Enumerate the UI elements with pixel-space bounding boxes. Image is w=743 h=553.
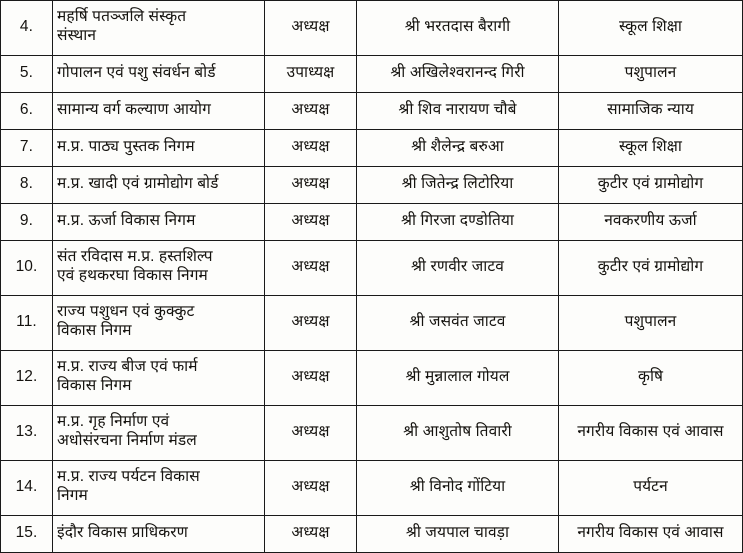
row-name: श्री शिव नारायण चौबे	[357, 93, 559, 130]
row-department: नगरीय विकास एवं आवास	[559, 406, 743, 461]
organisation-line-1: म.प्र. गृह निर्माण एवं	[57, 413, 170, 431]
row-organisation: गोपालन एवं पशु संवर्धन बोर्ड	[53, 56, 265, 93]
row-serial-number: 9.	[1, 204, 53, 241]
row-name: श्री रणवीर जाटव	[357, 241, 559, 296]
table-row	[1, 56, 743, 93]
row-organisation: सामान्य वर्ग कल्याण आयोग	[53, 93, 265, 130]
row-department: नवकरणीय ऊर्जा	[559, 204, 743, 241]
table-row	[1, 1, 743, 56]
organisation-line-1: म.प्र. राज्य पर्यटन विकास	[57, 468, 200, 486]
table-row	[1, 296, 743, 351]
organisation-line-1: राज्य पशुधन एवं कुक्कुट	[57, 303, 195, 321]
row-department: स्कूल शिक्षा	[559, 130, 743, 167]
row-serial-number: 15.	[1, 516, 53, 553]
row-post: अध्यक्ष	[265, 351, 357, 406]
row-organisation	[53, 461, 265, 516]
row-post: अध्यक्ष	[265, 461, 357, 516]
organisation-line-2: विकास निगम	[57, 322, 132, 339]
row-organisation	[53, 351, 265, 406]
row-department: कुटीर एवं ग्रामोद्योग	[559, 241, 743, 296]
row-name: श्री अखिलेश्वरानन्द गिरी	[357, 56, 559, 93]
row-department: पर्यटन	[559, 461, 743, 516]
row-name: श्री शैलेन्द्र बरुआ	[357, 130, 559, 167]
row-post: अध्यक्ष	[265, 296, 357, 351]
table-row	[1, 461, 743, 516]
table-body	[1, 1, 743, 553]
row-organisation: म.प्र. खादी एवं ग्रामोद्योग बोर्ड	[53, 167, 265, 204]
row-department: कुटीर एवं ग्रामोद्योग	[559, 167, 743, 204]
organisation-line-1: महर्षि पतञ्जलि संस्कृत	[57, 8, 187, 26]
row-post: अध्यक्ष	[265, 1, 357, 56]
row-post: अध्यक्ष	[265, 406, 357, 461]
organisation-line-2: विकास निगम	[57, 377, 132, 394]
table-row	[1, 93, 743, 130]
row-department: स्कूल शिक्षा	[559, 1, 743, 56]
row-department: पशुपालन	[559, 56, 743, 93]
row-post: उपाध्यक्ष	[265, 56, 357, 93]
row-post: अध्यक्ष	[265, 241, 357, 296]
row-post: अध्यक्ष	[265, 204, 357, 241]
table-row	[1, 130, 743, 167]
row-serial-number: 5.	[1, 56, 53, 93]
row-name: श्री मुन्नालाल गोयल	[357, 351, 559, 406]
row-organisation: इंदौर विकास प्राधिकरण	[53, 516, 265, 553]
table-row	[1, 241, 743, 296]
row-organisation	[53, 1, 265, 56]
row-department: कृषि	[559, 351, 743, 406]
organisation-line-1: संत रविदास म.प्र. हस्तशिल्प	[57, 248, 213, 266]
row-name: श्री जितेन्द्र लिटोरिया	[357, 167, 559, 204]
row-serial-number: 14.	[1, 461, 53, 516]
organisation-line-2: संस्थान	[57, 27, 97, 44]
row-post: अध्यक्ष	[265, 516, 357, 553]
table-row	[1, 167, 743, 204]
table-row	[1, 406, 743, 461]
row-name: श्री गिरजा दण्डोतिया	[357, 204, 559, 241]
organisation-line-2: निगम	[57, 487, 88, 504]
row-name: श्री आशुतोष तिवारी	[357, 406, 559, 461]
row-serial-number: 8.	[1, 167, 53, 204]
row-department: सामाजिक न्याय	[559, 93, 743, 130]
row-serial-number: 10.	[1, 241, 53, 296]
organisation-line-1: म.प्र. राज्य बीज एवं फार्म	[57, 358, 198, 376]
row-serial-number: 6.	[1, 93, 53, 130]
organisation-line-2: अधोसंरचना निर्माण मंडल	[57, 432, 197, 449]
row-organisation	[53, 406, 265, 461]
row-organisation: म.प्र. पाठ्य पुस्तक निगम	[53, 130, 265, 167]
row-organisation: म.प्र. ऊर्जा विकास निगम	[53, 204, 265, 241]
row-name: श्री जसवंत जाटव	[357, 296, 559, 351]
row-serial-number: 12.	[1, 351, 53, 406]
row-name: श्री विनोद गोंटिया	[357, 461, 559, 516]
row-serial-number: 4.	[1, 1, 53, 56]
table-row	[1, 516, 743, 553]
organisation-line-2: एवं हथकरघा विकास निगम	[57, 267, 208, 284]
row-serial-number: 11.	[1, 296, 53, 351]
row-post: अध्यक्ष	[265, 93, 357, 130]
table-row	[1, 351, 743, 406]
row-name: श्री भरतदास बैरागी	[357, 1, 559, 56]
row-department: नगरीय विकास एवं आवास	[559, 516, 743, 553]
row-post: अध्यक्ष	[265, 167, 357, 204]
row-organisation	[53, 241, 265, 296]
row-serial-number: 7.	[1, 130, 53, 167]
row-serial-number: 13.	[1, 406, 53, 461]
row-department: पशुपालन	[559, 296, 743, 351]
row-post: अध्यक्ष	[265, 130, 357, 167]
row-name: श्री जयपाल चावड़ा	[357, 516, 559, 553]
row-organisation	[53, 296, 265, 351]
table-row	[1, 204, 743, 241]
